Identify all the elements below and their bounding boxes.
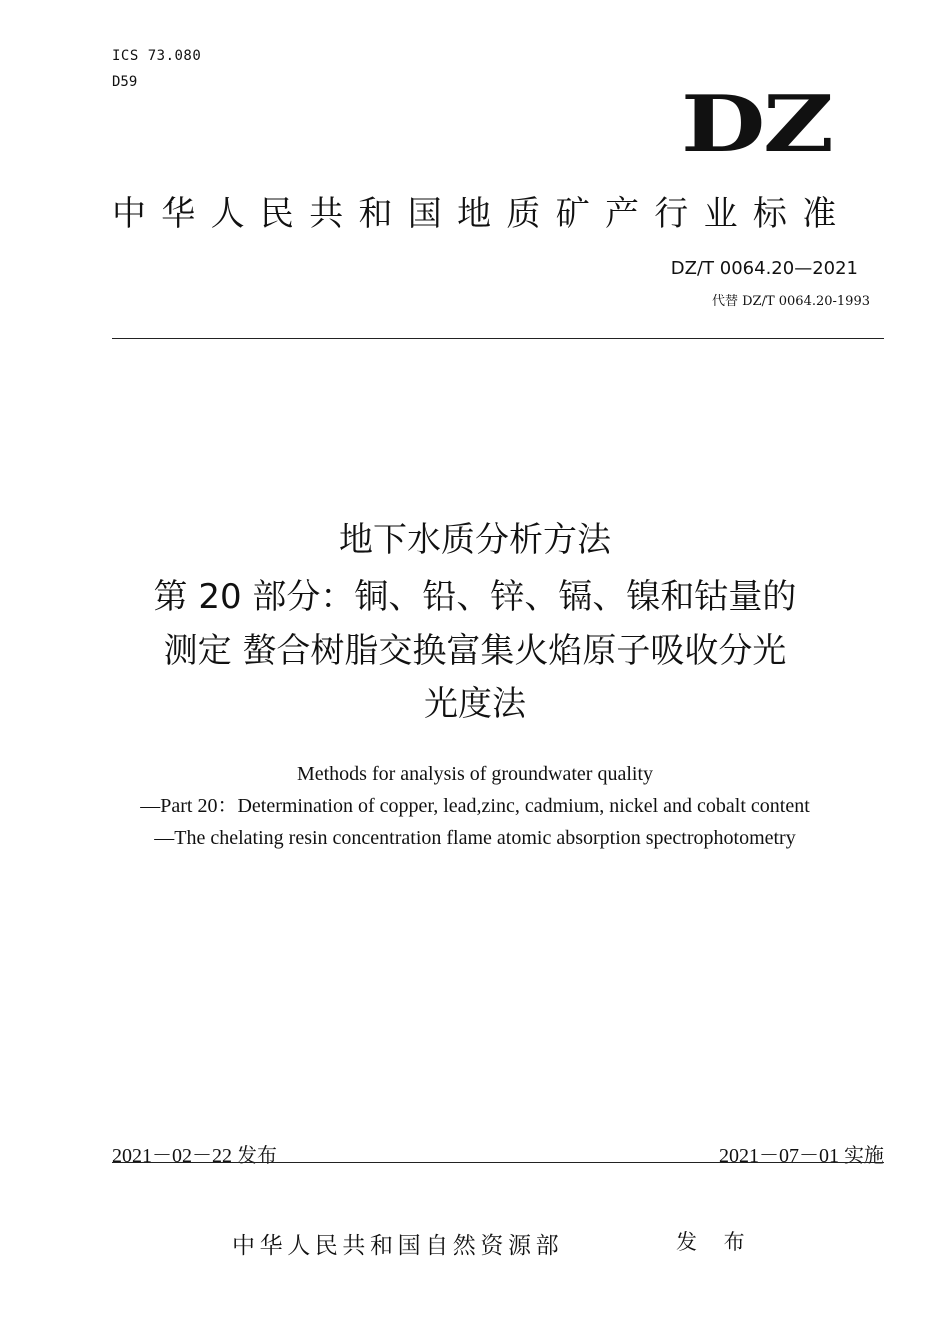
title-zh-line: 测定 螯合树脂交换富集火焰原子吸收分光 — [163, 631, 787, 671]
dz-logo: DZ — [681, 79, 832, 170]
title-zh-line: 光度法 — [424, 684, 526, 724]
ics-code: ICS 73.080 — [112, 48, 202, 64]
title-en-line: Methods for analysis of groundwater quality — [296, 763, 654, 785]
standard-category-title: 中华人民共和国地质矿产行业标准 — [112, 194, 852, 234]
date-divider — [112, 1162, 884, 1163]
publisher-name: 中华人民共和国自然资源部 — [232, 1233, 564, 1259]
standard-number: DZ/T 0064.20—2021 — [670, 258, 858, 279]
title-en-line: —The chelating resin concentration flame atomic absorption spectrophotometry — [154, 827, 796, 849]
replaces-standard: 代替 DZ/T 0064.20-1993 — [711, 294, 870, 309]
publish-label: 发 布 — [676, 1230, 755, 1254]
title-en-line: —Part 20：Determination of copper, lead,zinc, cadmium, nickel and cobalt content — [140, 795, 810, 817]
ccs-code: D59 — [112, 74, 138, 90]
implementation-date: 2021－07－01 实施 — [719, 1145, 884, 1167]
title-zh-line: 第 20 部分：铜、铅、锌、镉、镍和钴量的 — [153, 577, 797, 617]
header-divider — [112, 338, 884, 339]
title-zh-line: 地下水质分析方法 — [339, 520, 611, 560]
issue-date: 2021－02－22 发布 — [112, 1145, 277, 1167]
